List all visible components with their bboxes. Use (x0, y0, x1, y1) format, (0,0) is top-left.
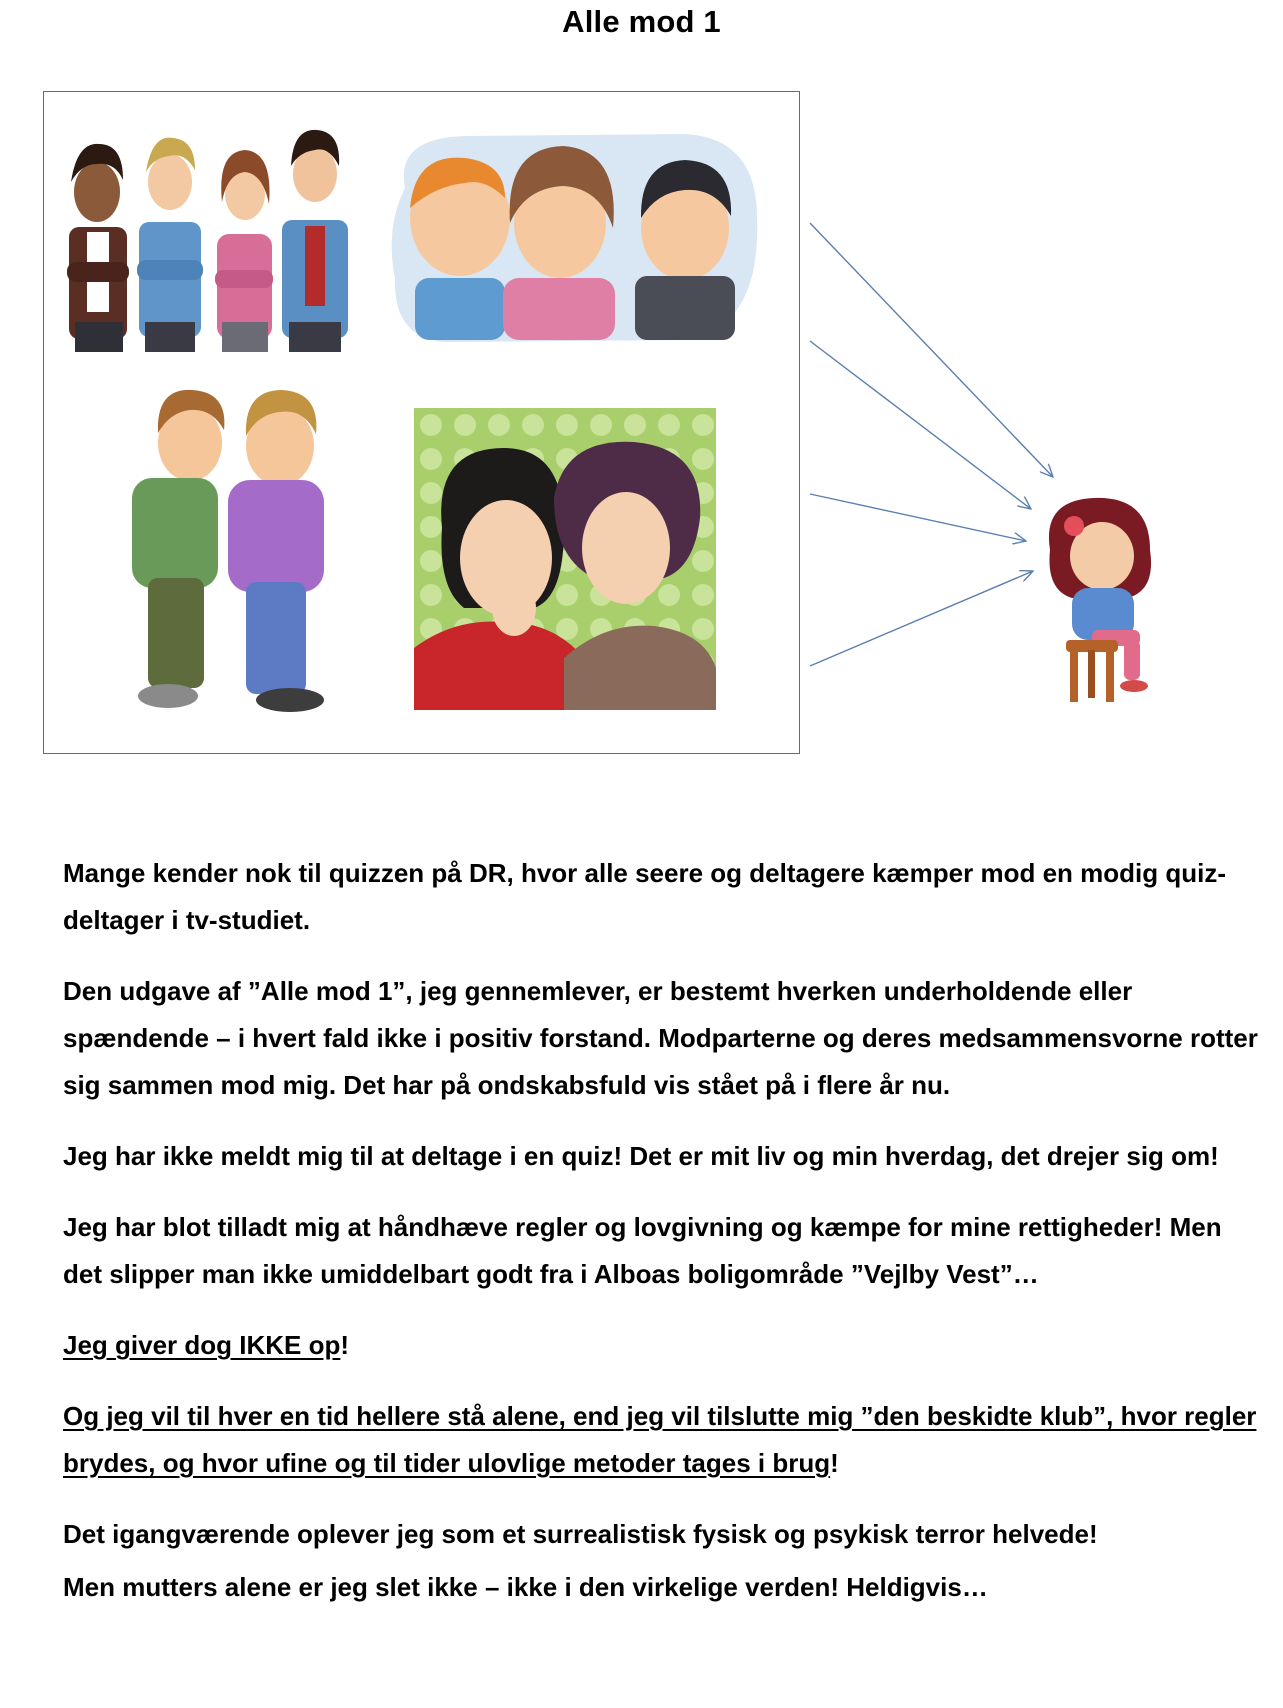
arrow-3 (810, 494, 1026, 541)
paragraph-2: Den udgave af ”Alle mod 1”, jeg gennemlever, er bestemt hverken underholdende eller spændende – i hvert fald ikke i positiv forstand. Modparterne og deres medsammensvorne rotter sig sammen mod mig. Det har på ondskabsfuld vis stået på i flere år nu. (63, 976, 1258, 1100)
paragraph-6-end: ! (830, 1448, 839, 1478)
paragraph-5-underlined: Jeg giver dog IKKE op (63, 1330, 341, 1360)
document-title: Alle mod 1 (562, 4, 721, 39)
paragraph-1: Mange kender nok til quizzen på DR, hvor alle seere og deltagere kæmper mod en modig quiz-deltager i tv-studiet. (63, 858, 1227, 935)
paragraph-7-line-1: Det igangværende oplever jeg som et surrealistisk fysisk og psykisk terror helvede! (63, 1519, 1098, 1549)
arrow-4 (810, 571, 1033, 666)
paragraph-7-line-2: Men mutters alene er jeg slet ikke – ikke i den virkelige verden! Heldigvis… (63, 1572, 988, 1602)
paragraph-6-underlined: Og jeg vil til hver en tid hellere stå alene, end jeg vil tilslutte mig ”den beskidte klub”, hvor regler brydes, og hvor ufine og til tider ulovlige metoder tages i brug (63, 1401, 1257, 1478)
arrow-1 (810, 223, 1053, 477)
paragraph-5 (63, 1322, 1263, 1369)
paragraph-4: Jeg har blot tilladt mig at håndhæve regler og lovgivning og kæmpe for mine rettigheder! Men det slipper man ikke umiddelbart godt fra i Alboas boligområde ”Vejlby Vest”… (63, 1212, 1222, 1289)
paragraph-3: Jeg har ikke meldt mig til at deltage i en quiz! Det er mit liv og min hverdag, det drejer sig om! (63, 1141, 1219, 1171)
arrows-group (0, 0, 1283, 760)
arrow-2 (810, 341, 1031, 509)
body-text (63, 850, 1263, 1635)
paragraph-5-end: ! (340, 1330, 350, 1360)
paragraph-6 (63, 1393, 1263, 1487)
